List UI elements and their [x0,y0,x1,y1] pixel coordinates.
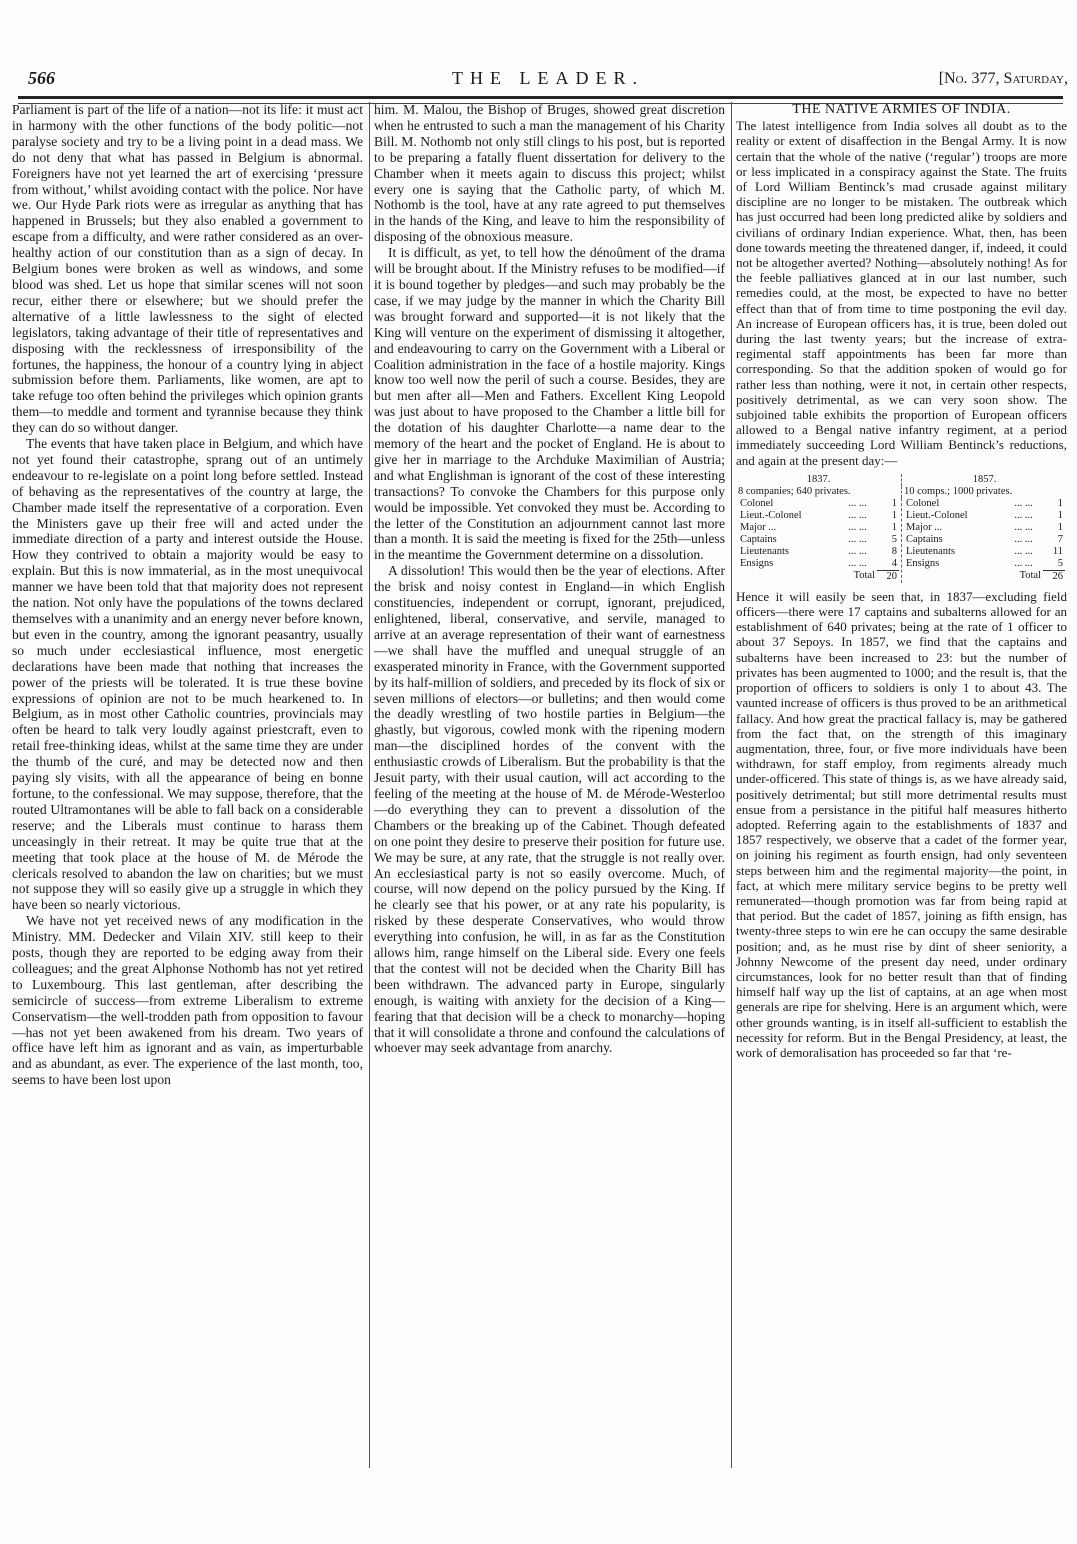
table-row: Ensigns ... ... 5 [906,557,1063,569]
table-year-1837: 1837. [736,474,902,486]
article-paragraph: The events that have taken place in Belgium, and which have not yet found their catastrophe, sprang out of an untimely endeavour to re-legislate on a point long before settled. Instead of behaving as the representatives of the country at large, the Chamber made itself the representative of a corporation. Even the Ministers gave up their free will and acted under the immediate direction of a party and interest outside the House. How they contrived to obtain a majority would be easy to explain. But this is now immaterial, as in the most unequivocal manner we have been told that that majority does not represent the nation. Not only have the populations of the towns declared themselves with a unanimity and an energy never before known, but even in the country, among the ignorant peasantry, usually so much under ecclesiastical influence, most energetic declarations have been made that nothing that increases the power of the priests will be tolerated. It is true these bovine expressions of opinion are not to be much hearkened to. In Belgium, as in most other Catholic countries, provincials may often be heard to talk very loudly against priestcraft, even to retail free-thinking ideas, whilst at the same time they are under the thumb of the curé, and may be detected now and then paying sly visits, with all the appearance of being en bonne fortune, to the confessional. We may suppose, therefore, that the routed Ultramontanes will be able to fall back on a considerable reserve; and the Liberals must continue to harass them unceasingly in their retreat. It may be quite true that at the meeting that took place at the house of M. de Mérode the clericals resolved to abandon the law on charities; but we must not suppose they will so easily give up a struggle in which they have been so nearly victorious. [12,436,363,913]
table-row: Major ... ... ... 1 [906,521,1063,533]
issue-info: [No. 377, Saturday, [938,70,1068,87]
table-establishment-1837: 8 companies; 640 privates. [736,486,902,498]
table-row: Captains ... ... 5 [740,533,897,545]
table-row: Lieutenants ... ... 8 [740,545,897,557]
table-row: Major ... ... ... 1 [740,521,897,533]
table-row: Ensigns ... ... 4 [740,557,897,569]
article-paragraph: Hence it will easily be seen that, in 1837—excluding field officers—there were 17 captains and subalterns allowed for an establishment of 640 privates; being at the rate of 1 officer to about 37 Sepoys. In 1857, we find that the captains and subalterns have been increased to 23: but the number of privates has been augmented to 1000; and the result is, that the proportion of officers to soldiers is only 1 to about 43. The vaunted increase of officers is thus proved to be an arithmetical fallacy. And how great the practical fallacy is, may be gathered from the fact that, on the strength of this imaginary augmentation, three, four, or five more individuals have been withdrawn, for staff employ, from regiments already much under-officered. This state of things is, as we have already said, positively detrimental; but still more detrimental results must ensue from a persistance in the pitiful half measures hitherto adopted. Referring again to the establishments of 1837 and 1857 respectively, we observe that a cadet of the former year, on joining his regiment as fourth ensign, had only seventeen steps between him and the regimental majority—the point, in fact, at which mere military service begins to be pretty well remunerated—though promotion was far from being rapid at that period. But the cadet of 1857, joining as fifth ensign, has twenty-three steps to win ere he can occupy the same desirable position; and, as he must rise by dint of sheer seniority, a Johnny Newcome of the present day need, under ordinary circumstances, look for no better result than that of finding himself half way up the list of captains, at an age when most generals are ripe for shelving. Here is an argument which, were other grounds wanting, is in itself all-sufficient to establish the necessity for reform. But in the Bengal Presidency, at least, the work of demoralisation has proceeded so far that ‘re- [736,588,1067,1060]
officers-comparison-table [736,474,1067,583]
table-row: Lieutenants ... ... 11 [906,545,1063,557]
article-paragraph: A dissolution! This would then be the year of elections. After the brisk and noisy contest in England—in which English constituencies, independent or corrupt, ignorant, prejudiced, enlightened, liberal, conservative, and servile, managed to arrive at an average representation of their want of earnestness—we shall have the muffled and unequal struggle of an exasperated minority in France, with the Government supported by its half-million of soldiers, and preceded by its flock of six or seven millions of electors—or bulletins; and then would come the deadly wrestling of two hostile parties in Belgium—the ghastly, but vigorous, cowled monk with the ripening modern man—the disciplined hordes of the convent with the enthusiastic crowds of Liberalism. But the probability is that the Jesuit party, with their usual caution, will act according to the feeling of the meeting at the house of M. de Mérode-Westerloo—do everything they can to prevent a dissolution of the Chambers or the breaking up of the Cabinet. Though defeated on one point they desire to preserve their position for future use. We may be sure, at any rate, that the struggle is not really over. An ecclesiastical party is not so easily overcome. Much, of course, will now depend on the policy pursued by the King. If he clearly see that his power, or at any rate his popularity, is risked by these desperate Conservatives, who would throw everything into confusion, he will, in as far as the Constitution allows him, range himself on the Liberal side. Every one feels that the contest will not be decided when the Charity Bill has been withdrawn. The advanced party in Europe, singularly enough, is waiting with anxiety for the decision of a King—fearing that that decision will be a check to monarchy—hoping that it will consolidate a throne and confound the calculations of whoever may seek advantage from anarchy. [374,563,725,1056]
masthead [28,68,1068,94]
article-paragraph: Parliament is part of the life of a nation—not its life: it must act in harmony with the other functions of the body politic—not paralyse society and try to be a living point in a dead mass. We do not deny that what has passed in Belgium is abnormal. Foreigners have not yet learned the art of exercising ‘pressure from without,’ whilst avoiding contact with the police. Nor have we. Our Hyde Park riots were as irregular as anything that has happened in Brussels; but they also enabled a government to escape from a difficulty, and were rather considered as an over-healthy action of our constitution than as a sign of decay. In Belgium bones were broken as well as windows, and some blood was shed. Let us hope that similar scenes will not soon recur, either there or elsewhere; but we should prefer the alternative of a little lawlessness to the sight of elected legislators, taking advantage of their title of representatives and disposing with the recklessness of irresponsibility of the fortunes, the happiness, the honour of a country lying in abject submission before them. Parliaments, like women, are apt to take refuge too often behind the privileges which opinion grants them—to meddle and torment and tyrannise because they think they can do so without danger. [12,102,363,436]
article-paragraph: The latest intelligence from India solves all doubt as to the reality or extent of disaffection in the Bengal Army. It is now certain that the whole of the native (‘regular’) troops are more or less implicated in a conspiracy against the State. The fruits of Lord William Bentinck’s mad crusade against military discipline are no longer to be mistaken. The outbreak which has just occurred had been long predicted alike by soldiers and civilians of ordinary Indian experience. What, then, has been done towards meeting the threatened danger, if, indeed, it could not be altogether averted? Nothing—absolutely nothing! As for the feeble palliatives glanced at in our last number, such remedies could, at the most, be expected to have no better effect than that of from time to time postponing the evil day. An increase of European officers has, it is true, been doled out during the last twenty years; but the increase of extra-regimental staff appointments has been far more than corresponding. So that the addition spoken of would go for rather less than nothing, were it not, in certain other respects, positively detrimental, as we can very soon show. The subjoined table exhibits the proportion of European officers allowed to a Bengal native infantry regiment, at a period immediately succeeding Lord William Bentinck’s reductions, and again at the present day:— [736,118,1067,468]
officers-list-1857 [904,498,1065,583]
newspaper-title: THE LEADER. [452,68,644,88]
table-row: Colonel ... ... 1 [740,497,897,509]
column-3-native-armies-article [736,102,1067,1060]
column-1-belgium-article [12,102,363,1088]
table-year-1857: 1857. [972,473,997,485]
page-number: 566 [28,68,55,88]
article-paragraph: him. M. Malou, the Bishop of Bruges, showed great discretion when he entrusted to such a man the management of his Charity Bill. M. Nothomb not only still clings to his post, but is reported to be preparing a fatally fluent dissertation for delivery to the Chamber when it meets again to discuss this project; whilst every one is saying that the Catholic party, of which M. Nothomb is the tool, have at any rate agreed to put themselves in the hands of the King, and leave to him the responsibility of disposing of the obnoxious measure. [374,102,725,245]
column-divider [731,102,732,1468]
column-2-belgium-article-continued [374,102,725,1056]
article-paragraph: We have not yet received news of any modification in the Ministry. MM. Dedecker and Vilain XIV. still keep to their posts, though they are reported to be edging away from their colleagues; and the great Alphonse Nothomb has not yet retired to Luxembourg. This last gentleman, after describing the semicircle of success—from extreme Liberalism to extreme Conservatism—the well-trodden path from opposition to favour—has not yet been awakened from his dream. Two years of office have left him as ignorant and as vain, as imperturbable and as abundant, as ever. The experience of the last month, too, seems to have been lost upon [12,913,363,1088]
column-divider [369,102,370,1468]
table-total-row: Total 20 [853,570,897,582]
officers-list-1837 [738,498,899,583]
article-heading: THE NATIVE ARMIES OF INDIA. [792,102,1011,117]
table-row: Lieut.-Colonel ... ... 1 [906,509,1063,521]
table-establishment-1857: 10 comps.; 1000 privates. [904,485,1013,497]
table-row: Colonel ... ... 1 [906,497,1063,509]
table-total-row: Total 26 [1019,570,1063,582]
table-row: Lieut.-Colonel ... ... 1 [740,509,897,521]
article-paragraph: It is difficult, as yet, to tell how the dénoûment of the drama will be brought about. If the Ministry refuses to be modified—if it is bound together by pledges—and such may probably be the case, if we may judge by the manner in which the Charity Bill was brought forward and supported—it is not likely that the King will venture on the experiment of dismissing it altogether, and endeavouring to carry on the Government with a Liberal or Coalition administration in the face of a hostile majority. Kings know too well now the peril of such a course. Besides, they are but men after all—Men and Fathers. Excellent King Leopold was just about to have proposed to the Chamber a little bill for the dotation of his daughter Charlotte—a name dear to the memory of the heart and the pocket of England. He is about to give her in marriage to the Archduke Maximilian of Austria; and what Englishman is ignorant of the cost of these interesting transactions? To convoke the Chambers for this purpose only would be impossible. Yet convoked they must be. According to the letter of the Constitution an adjournment cannot last more than a month. It is said the meeting is fixed for the 25th—unless in the meantime the Government determine on a dissolution. [374,245,725,563]
table-row: Captains ... ... 7 [906,533,1063,545]
